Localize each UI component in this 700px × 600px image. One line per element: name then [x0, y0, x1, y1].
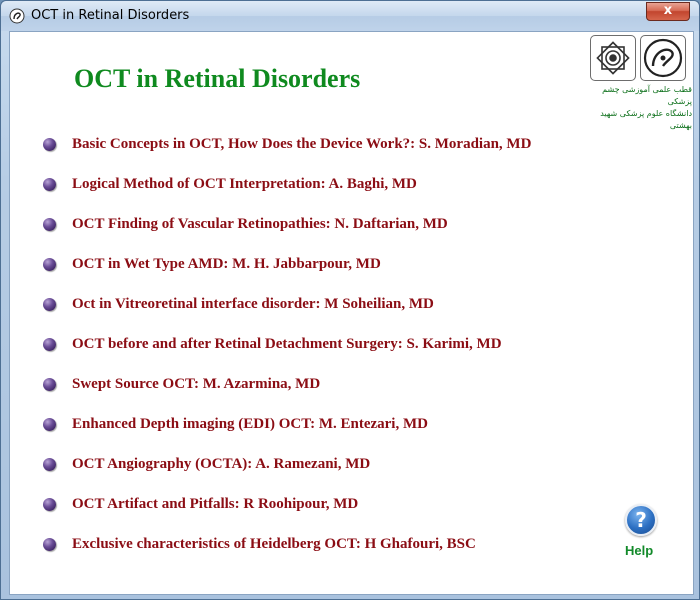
- lecture-label[interactable]: Enhanced Depth imaging (EDI) OCT: M. Entezari, MD: [72, 415, 428, 432]
- lecture-item[interactable]: [43, 453, 370, 475]
- close-icon: x: [663, 3, 673, 18]
- lecture-label[interactable]: OCT before and after Retinal Detachment Surgery: S. Karimi, MD: [72, 335, 502, 352]
- app-icon: [9, 8, 25, 24]
- page-title: OCT in Retinal Disorders: [74, 64, 361, 93]
- logo-caption-line2: دانشگاه علوم پزشکی شهید بهشتی: [600, 109, 692, 130]
- lecture-label[interactable]: Swept Source OCT: M. Azarmina, MD: [72, 375, 321, 392]
- lecture-label[interactable]: Oct in Vitreoretinal interface disorder: M Soheilian, MD: [72, 295, 434, 312]
- logo-caption-line1: قطب علمی آموزشی چشم پزشکی: [602, 85, 692, 106]
- help-label[interactable]: Help: [625, 543, 654, 558]
- eye-logo-icon: [641, 36, 685, 80]
- logo-caption: [584, 84, 692, 132]
- main-panel: [9, 31, 694, 595]
- bullet-icon: [43, 458, 56, 471]
- seal-icon: [591, 36, 635, 80]
- lecture-label[interactable]: Logical Method of OCT Interpretation: A. Baghi, MD: [72, 175, 417, 192]
- bullet-icon: [43, 418, 56, 431]
- lecture-label[interactable]: OCT Finding of Vascular Retinopathies: N. Daftarian, MD: [72, 215, 448, 232]
- help-icon[interactable]: ?: [625, 504, 657, 536]
- bullet-icon: [43, 498, 56, 511]
- lecture-item[interactable]: [43, 213, 448, 235]
- title-bar[interactable]: [1, 1, 699, 31]
- lecture-label[interactable]: OCT in Wet Type AMD: M. H. Jabbarpour, MD: [72, 255, 381, 272]
- lecture-item[interactable]: [43, 253, 381, 275]
- lecture-item[interactable]: [43, 173, 417, 195]
- window-title: OCT in Retinal Disorders: [31, 8, 190, 23]
- lecture-item[interactable]: [43, 333, 502, 355]
- lecture-label[interactable]: OCT Angiography (OCTA): A. Ramezani, MD: [72, 455, 371, 472]
- lecture-item[interactable]: [43, 133, 531, 155]
- eye-center-logo: [640, 35, 686, 81]
- lecture-label[interactable]: Exclusive characteristics of Heidelberg OCT: H Ghafouri, BSC: [72, 535, 476, 552]
- help-button[interactable]: [622, 504, 662, 564]
- lecture-item[interactable]: [43, 293, 434, 315]
- bullet-icon: [43, 178, 56, 191]
- university-seal-logo: [590, 35, 636, 81]
- close-button[interactable]: [646, 2, 690, 21]
- bullet-icon: [43, 138, 56, 151]
- lecture-item[interactable]: [43, 373, 320, 395]
- lecture-label[interactable]: Basic Concepts in OCT, How Does the Device Work?: S. Moradian, MD: [72, 135, 532, 152]
- lecture-item[interactable]: [43, 413, 428, 435]
- bullet-icon: [43, 338, 56, 351]
- bullet-icon: [43, 298, 56, 311]
- bullet-icon: [43, 218, 56, 231]
- lecture-label[interactable]: OCT Artifact and Pitfalls: R Roohipour, MD: [72, 495, 359, 512]
- lecture-item[interactable]: [43, 533, 476, 555]
- lecture-item[interactable]: [43, 493, 358, 515]
- bullet-icon: [43, 378, 56, 391]
- bullet-icon: [43, 538, 56, 551]
- bullet-icon: [43, 258, 56, 271]
